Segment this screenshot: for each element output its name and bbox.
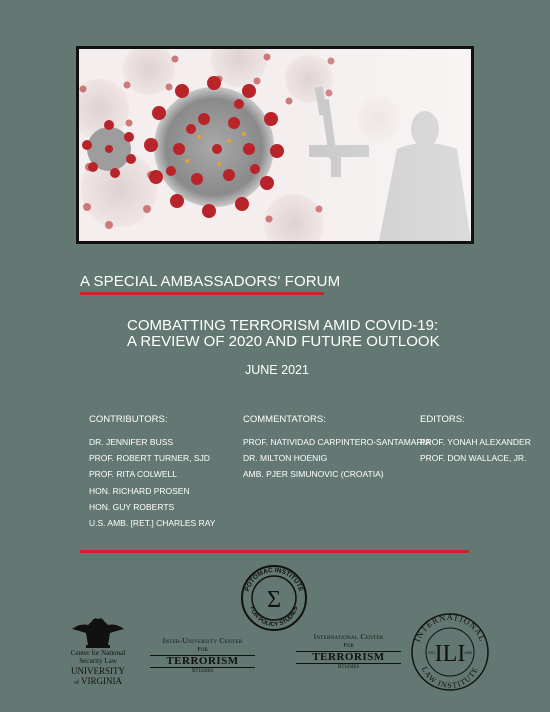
commentator-name: DR. MILTON HOENIG bbox=[243, 453, 328, 464]
iuct-line-1: Inter-University Center bbox=[162, 636, 243, 645]
ict-line-4: Studies bbox=[337, 663, 360, 670]
commentator-name: AMB. PJER SIMUNOVIC (CROATIA) bbox=[243, 469, 384, 480]
contributor-name: PROF. ROBERT TURNER, SJD bbox=[89, 453, 210, 464]
uva-line-1: Center for National bbox=[70, 649, 126, 657]
potomac-ring-bottom: FOR POLICY STUDIES bbox=[248, 606, 300, 629]
contributor-name: DR. JENNIFER BUSS bbox=[89, 437, 174, 447]
cover-image bbox=[76, 46, 474, 244]
contributor-name: HON. RICHARD PROSEN bbox=[89, 485, 190, 496]
uva-national-security-law-logo bbox=[68, 615, 128, 695]
forum-underline bbox=[80, 292, 324, 295]
contributors-heading: CONTRIBUTORS: bbox=[89, 414, 168, 425]
svg-text:LAW INSTITUTE bbox=[420, 665, 480, 690]
publication-date: JUNE 2021 bbox=[245, 363, 309, 377]
editors-column bbox=[420, 414, 531, 469]
potomac-seal-icon bbox=[240, 564, 308, 632]
ili-mark: ILI bbox=[434, 641, 466, 667]
iuct-line-4: Studies bbox=[191, 667, 214, 674]
contributor-name: PROF. RITA COLWELL bbox=[89, 469, 178, 480]
contributors-column bbox=[89, 414, 215, 534]
ili-est: EST. bbox=[428, 651, 436, 655]
uva-line-3: UNIVERSITY bbox=[71, 666, 125, 676]
international-center-logo bbox=[296, 632, 401, 672]
virus-and-soldier-illustration bbox=[79, 49, 471, 241]
forum-heading: A SPECIAL AMBASSADORS' FORUM bbox=[80, 273, 341, 290]
potomac-ring-top: POTOMAC INSTITUTE bbox=[243, 566, 305, 593]
iuct-line-2: For bbox=[197, 646, 208, 653]
report-title bbox=[127, 318, 440, 350]
international-law-institute-seal bbox=[410, 612, 490, 692]
editors-heading: EDITORS: bbox=[420, 414, 465, 425]
ili-seal-icon bbox=[410, 612, 490, 692]
uva-line-4: VIRGINIA bbox=[81, 676, 123, 686]
contributor-name: U.S. AMB. [RET.] CHARLES RAY bbox=[89, 517, 216, 528]
report-title-line-1: COMBATTING TERRORISM AMID COVID-19: bbox=[127, 317, 439, 334]
ili-year: 1955 bbox=[464, 651, 472, 655]
inter-university-center-logo bbox=[150, 636, 255, 676]
editor-name: PROF. YONAH ALEXANDER bbox=[420, 437, 531, 447]
ict-line-3: TERRORISM bbox=[312, 651, 385, 663]
ict-line-1: International Center bbox=[313, 632, 384, 641]
sigma-symbol: Σ bbox=[267, 587, 281, 613]
uva-line-2: Security Law bbox=[79, 657, 117, 665]
uva-of: of bbox=[73, 680, 79, 686]
eagle-emblem-icon bbox=[68, 615, 128, 649]
bottom-divider bbox=[80, 550, 469, 553]
ili-ring-bottom: LAW INSTITUTE bbox=[419, 665, 481, 691]
contributor-name: HON. GUY ROBERTS bbox=[89, 501, 175, 512]
potomac-institute-seal bbox=[240, 564, 308, 632]
report-title-line-2: A REVIEW OF 2020 AND FUTURE OUTLOOK bbox=[127, 333, 440, 350]
editor-name: PROF. DON WALLACE, JR. bbox=[420, 453, 527, 464]
commentators-column bbox=[243, 414, 431, 486]
iuct-line-3: TERRORISM bbox=[166, 655, 239, 667]
commentator-name: PROF. NATIVIDAD CARPINTERO-SANTAMARIA bbox=[243, 437, 431, 447]
commentators-heading: COMMENTATORS: bbox=[243, 414, 326, 425]
ili-ring-top: INTERNATIONAL bbox=[411, 612, 489, 644]
ict-line-2: For bbox=[343, 642, 354, 649]
